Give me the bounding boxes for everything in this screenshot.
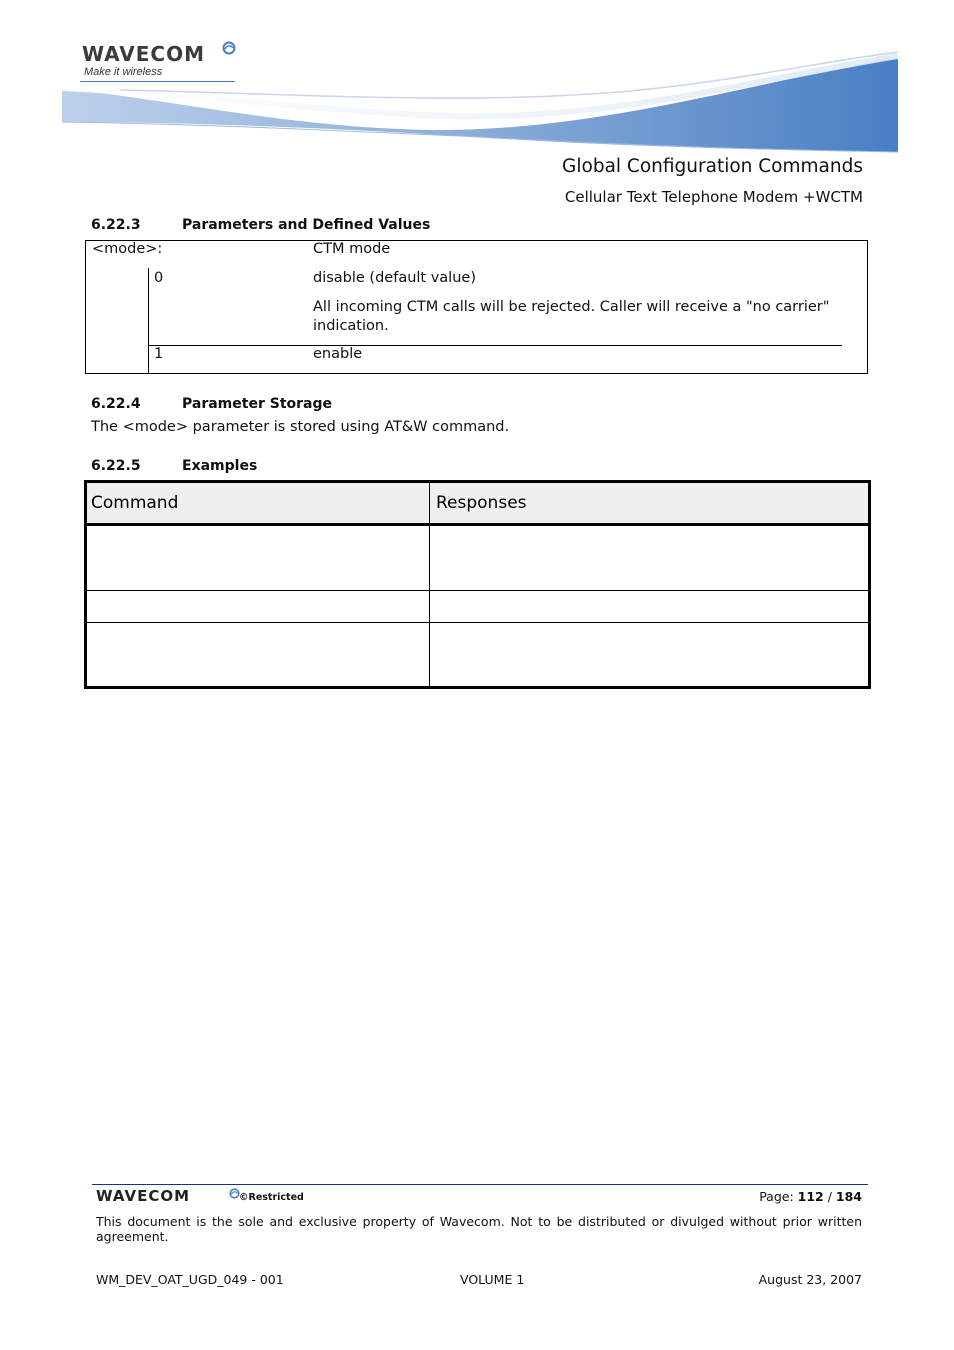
param-name: <mode>:	[92, 241, 163, 257]
column-header-command: Command	[91, 493, 179, 513]
logo-swirl-icon	[222, 40, 236, 59]
restricted-label: ©Restricted	[239, 1192, 304, 1203]
table-divider	[87, 622, 868, 623]
storage-text: The <mode> parameter is stored using AT&W command.	[91, 419, 510, 435]
footer-rule	[92, 1184, 868, 1185]
section-title-storage: Parameter Storage	[182, 396, 332, 412]
page-current: 112	[797, 1189, 824, 1204]
logo-tagline: Make it wireless	[84, 66, 163, 78]
table-divider	[87, 590, 868, 591]
param-value-0-desc: disable (default value)	[313, 270, 476, 286]
footer-wavecom-logo: WAVECOM	[96, 1187, 191, 1205]
page-number	[759, 1189, 862, 1204]
table-divider	[148, 345, 842, 346]
section-title-examples: Examples	[182, 458, 258, 474]
page-header-title: Global Configuration Commands	[562, 156, 863, 177]
document-date: August 23, 2007	[758, 1272, 862, 1287]
table-divider	[87, 523, 868, 526]
page-separator: /	[823, 1189, 836, 1204]
section-number-storage: 6.22.4	[91, 396, 141, 412]
document-reference: WM_DEV_OAT_UGD_049 - 001	[96, 1272, 284, 1287]
section-number-examples: 6.22.5	[91, 458, 141, 474]
param-description: CTM mode	[313, 241, 391, 257]
page-label: Page:	[759, 1189, 798, 1204]
volume-label: VOLUME 1	[460, 1272, 525, 1287]
param-value-1-desc: enable	[313, 346, 363, 362]
page-header-subtitle: Cellular Text Telephone Modem +WCTM	[564, 188, 863, 206]
table-divider	[148, 268, 149, 374]
table-divider	[429, 483, 430, 686]
footer-notice: This document is the sole and exclusive property of Wavecom. Not to be distributed or divulged without prior written agreement.	[96, 1214, 862, 1244]
page-total: 184	[835, 1189, 862, 1204]
param-value-0: 0	[154, 270, 164, 286]
param-value-0-note: All incoming CTM calls will be rejected. Caller will receive a "no carrier" indication.	[313, 299, 830, 334]
wavecom-logo: WAVECOM	[82, 42, 206, 66]
logo-underline	[80, 81, 235, 82]
column-header-responses: Responses	[436, 493, 527, 513]
section-title-params: Parameters and Defined Values	[182, 217, 431, 233]
section-number-params: 6.22.3	[91, 217, 141, 233]
param-value-1: 1	[154, 346, 164, 362]
